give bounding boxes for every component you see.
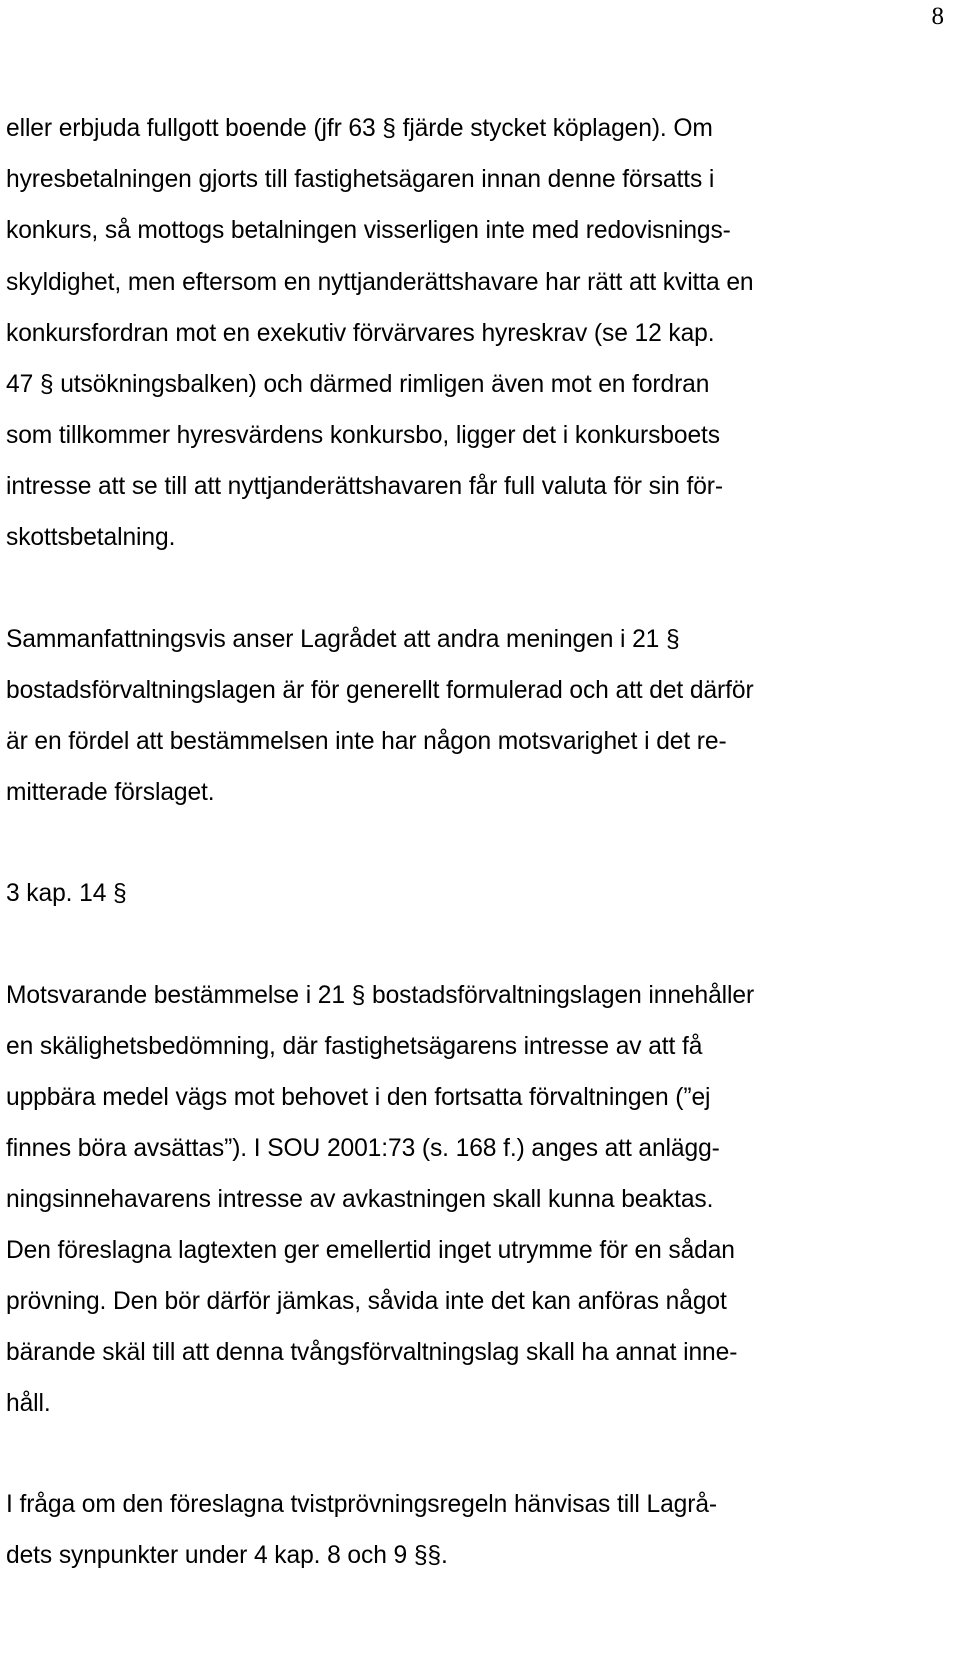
text-line: skyldighet, men eftersom en nyttjanderättshavare har rätt att kvitta en <box>6 269 754 296</box>
text-line: som tillkommer hyresvärdens konkursbo, ligger det i konkursboets <box>6 422 720 449</box>
text-line: är en fördel att bestämmelsen inte har någon motsvarighet i det re- <box>6 728 727 755</box>
text-line: Den föreslagna lagtexten ger emellertid inget utrymme för en sådan <box>6 1237 735 1264</box>
text-line: konkurs, så mottogs betalningen visserligen inte med redovisnings- <box>6 217 731 244</box>
text-line: intresse att se till att nyttjanderättshavaren får full valuta för sin för- <box>6 473 723 500</box>
text-line: Sammanfattningsvis anser Lagrådet att andra meningen i 21 § <box>6 626 680 653</box>
text-line: prövning. Den bör därför jämkas, såvida inte det kan anföras något <box>6 1288 727 1315</box>
text-line: håll. <box>6 1390 51 1417</box>
text-line: uppbära medel vägs mot behovet i den fortsatta förvaltningen (”ej <box>6 1084 711 1111</box>
text-line: I fråga om den föreslagna tvistprövningsregeln hänvisas till Lagrå- <box>6 1491 718 1518</box>
text-line: bostadsförvaltningslagen är för generellt formulerad och att det därför <box>6 677 754 704</box>
text-line: dets synpunkter under 4 kap. 8 och 9 §§. <box>6 1542 448 1569</box>
text-line: eller erbjuda fullgott boende (jfr 63 § fjärde stycket köplagen). Om <box>6 115 713 142</box>
text-line: 47 § utsökningsbalken) och därmed rimligen även mot en fordran <box>6 371 710 398</box>
text-line: finnes böra avsättas”). I SOU 2001:73 (s. 168 f.) anges att anlägg- <box>6 1135 720 1162</box>
text-line: hyresbetalningen gjorts till fastighetsägaren innan denne försatts i <box>6 166 715 193</box>
text-line: Motsvarande bestämmelse i 21 § bostadsförvaltningslagen innehåller <box>6 982 755 1009</box>
text-line: konkursfordran mot en exekutiv förvärvares hyreskrav (se 12 kap. <box>6 320 715 347</box>
text-line: mitterade förslaget. <box>6 779 215 806</box>
text-line: bärande skäl till att denna tvångsförvaltningslag skall ha annat inne- <box>6 1339 738 1366</box>
text-line: skottsbetalning. <box>6 524 176 551</box>
page-number: 8 <box>931 3 944 30</box>
text-line: en skälighetsbedömning, där fastighetsägarens intresse av att få <box>6 1033 703 1060</box>
text-line: ningsinnehavarens intresse av avkastningen skall kunna beaktas. <box>6 1186 714 1213</box>
section-heading: 3 kap. 14 § <box>6 880 127 907</box>
